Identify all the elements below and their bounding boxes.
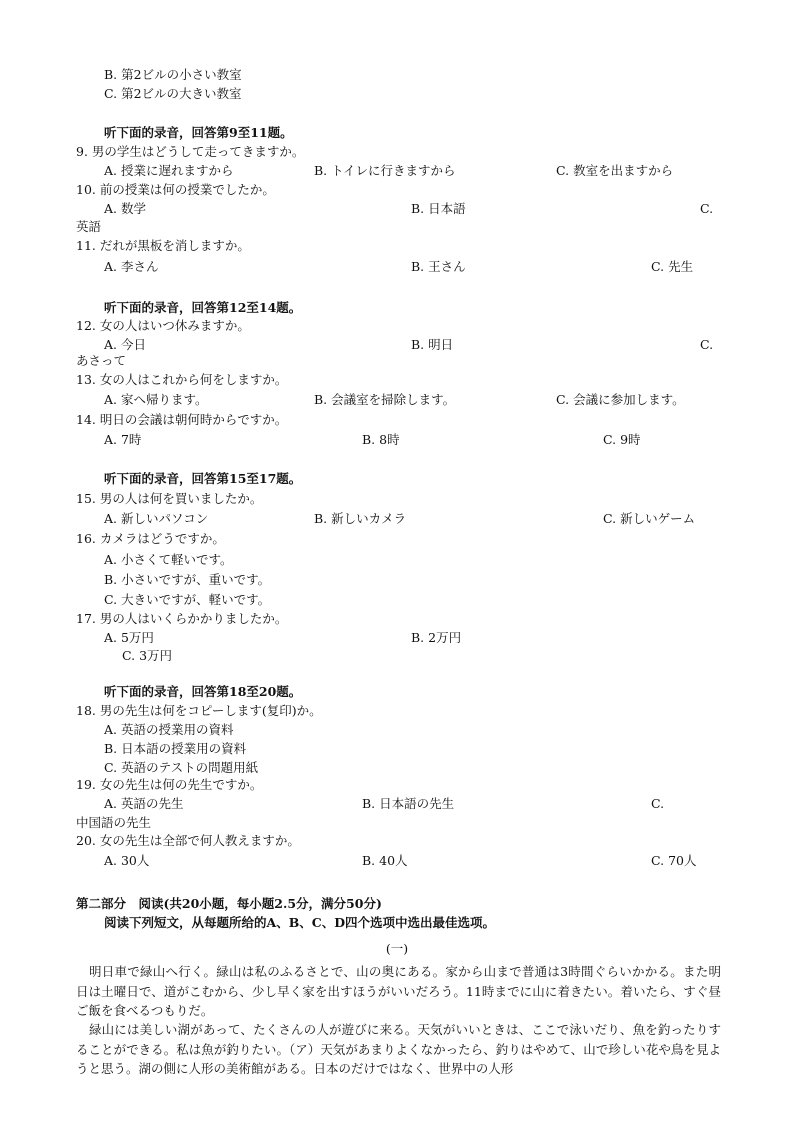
- question-13: 13. 女の人はこれから何をしますか。: [76, 372, 288, 387]
- q11-option-c: C. 先生: [651, 259, 694, 274]
- question-11: 11. だれが黒板を消しますか。: [76, 238, 250, 253]
- q19-option-a: A. 英語の先生: [104, 796, 184, 811]
- q9-option-a: A. 授業に遅れますから: [104, 163, 234, 178]
- q20-option-a: A. 30人: [104, 853, 150, 868]
- question-17: 17. 男の人はいくらかかりましたか。: [76, 611, 288, 626]
- q10-option-b: B. 日本語: [411, 201, 466, 216]
- q13-option-c: C. 会議に参加します。: [556, 392, 685, 407]
- q10-option-c-text: 英語: [76, 219, 102, 234]
- q13-option-a: A. 家へ帰ります。: [104, 392, 208, 407]
- q20-option-c: C. 70人: [651, 853, 697, 868]
- section-heading-15-17: 听下面的录音，回答第15至17题。: [104, 471, 302, 486]
- q11-option-a: A. 李さん: [104, 259, 159, 274]
- passage-paragraph-1: 明日車で緑山へ行く。緑山は私のふるさとで、山の奥にある。家から山まで普通は3時間ぐらいかかる。また明日は土曜日で、道がこむから、少し早く家を出すほうがいいだろう。11時までに山に着きたい。着いたら、すぐ昼ご飯を食べるつもりだ。: [76, 964, 721, 1018]
- question-15: 15. 男の人は何を買いましたか。: [76, 491, 263, 506]
- q11-option-b: B. 王さん: [411, 259, 466, 274]
- q16-option-b: B. 小さいですが、重いです。: [104, 572, 271, 587]
- question-16: 16. カメラはどうですか。: [76, 531, 225, 546]
- q12-option-c-text: あさって: [76, 353, 127, 368]
- section-heading-9-11: 听下面的录音，回答第9至11题。: [104, 125, 293, 140]
- q19-option-c-letter: C.: [651, 796, 665, 811]
- question-19: 19. 女の先生は何の先生ですか。: [76, 777, 263, 792]
- q18-option-c: C. 英語のテストの問題用紙: [104, 760, 259, 775]
- q12-option-c-letter: C.: [700, 337, 714, 352]
- q10-option-a: A. 数学: [104, 201, 146, 216]
- question-18: 18. 男の先生は何をコピーします(复印)か。: [76, 703, 322, 718]
- q10-option-c-letter: C.: [700, 201, 714, 216]
- q14-option-a: A. 7時: [104, 432, 142, 447]
- q17-option-a: A. 5万円: [104, 630, 154, 645]
- passage-paragraph-2: 緑山には美しい湖があって、たくさんの人が遊びに来る。天気がいいときは、ここで泳いだり、魚を釣ったりすることができる。私は魚が釣りたい。（ア）天気があまりよくなかったら、釣りはやめて、山で珍しい花や鳥を見ようと思う。湖の側に人形の美術館がある。日本のだけではなく、世界中の人形: [76, 1022, 721, 1076]
- section-heading-12-14: 听下面的录音，回答第12至14题。: [104, 300, 302, 315]
- section-heading-18-20: 听下面的录音，回答第18至20题。: [104, 684, 302, 699]
- question-10: 10. 前の授業は何の授業でしたか。: [76, 182, 275, 197]
- q12-option-a: A. 今日: [104, 337, 146, 352]
- q17-option-c: C. 3万円: [122, 648, 173, 663]
- q8-option-c: C. 第2ビルの大きい教室: [104, 86, 242, 101]
- question-20: 20. 女の先生は全部で何人教えますか。: [76, 833, 300, 848]
- q15-option-a: A. 新しいパソコン: [104, 511, 209, 526]
- q18-option-b: B. 日本語の授業用の資料: [104, 741, 247, 756]
- passage-number: (一): [385, 941, 409, 956]
- question-12: 12. 女の人はいつ休みますか。: [76, 318, 250, 333]
- q16-option-c: C. 大きいですが、軽いです。: [104, 592, 271, 607]
- q18-option-a: A. 英語の授業用の資料: [104, 722, 234, 737]
- q9-option-b: B. トイレに行きますから: [314, 163, 456, 178]
- q8-option-b: B. 第2ビルの小さい教室: [104, 67, 242, 82]
- question-14: 14. 明日の会議は朝何時からですか。: [76, 412, 288, 427]
- q14-option-b: B. 8時: [362, 432, 400, 447]
- q9-option-c: C. 教室を出ますから: [556, 163, 674, 178]
- q19-option-c-text: 中国語の先生: [76, 815, 152, 830]
- q15-option-c: C. 新しいゲーム: [603, 511, 696, 526]
- q17-option-b: B. 2万円: [411, 630, 462, 645]
- q13-option-b: B. 会議室を掃除します。: [314, 392, 456, 407]
- q20-option-b: B. 40人: [362, 853, 408, 868]
- q19-option-b: B. 日本語の先生: [362, 796, 455, 811]
- q16-option-a: A. 小さくて軽いです。: [104, 552, 233, 567]
- question-9: 9. 男の学生はどうして走ってきますか。: [76, 144, 305, 159]
- q14-option-c: C. 9時: [603, 432, 641, 447]
- part2-instruction: 阅读下列短文，从每题所给的A、B、C、D四个选项中选出最佳选项。: [104, 915, 496, 930]
- part2-title: 第二部分 阅读(共20小题，每小题2.5分，满分50分): [76, 896, 382, 911]
- q12-option-b: B. 明日: [411, 337, 454, 352]
- q15-option-b: B. 新しいカメラ: [314, 511, 407, 526]
